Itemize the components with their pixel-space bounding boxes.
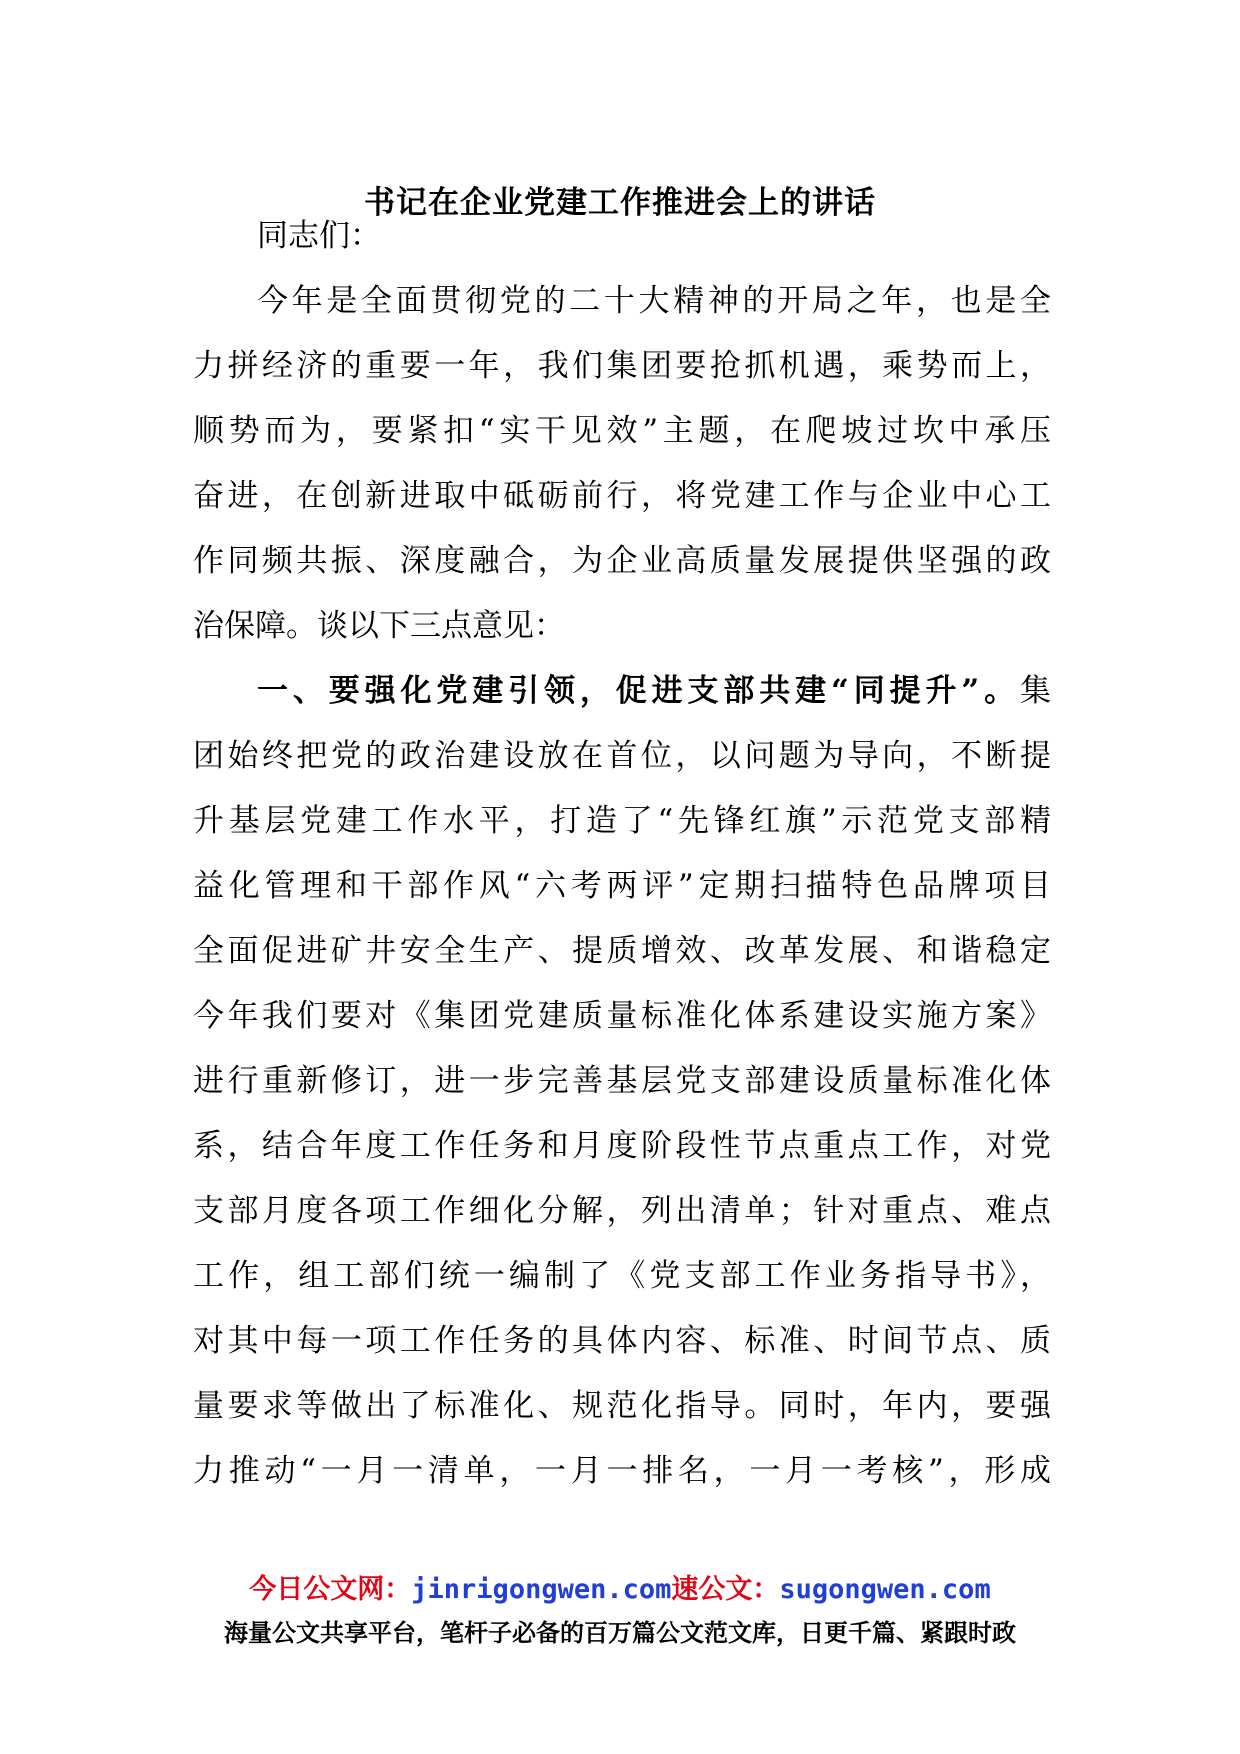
intro-line: 力拼经济的重要一年，我们集团要抢抓机遇，乘势而上， xyxy=(193,348,1051,384)
section-1-heading: 一、要强化党建引领，促进支部共建“同提升”。 xyxy=(257,673,1020,709)
section-1-line: 对其中每一项工作任务的具体内容、标准、时间节点、质 xyxy=(193,1323,1051,1359)
footer-site1-name: 今日公文网： xyxy=(249,1574,412,1605)
document-title: 书记在企业党建工作推进会上的讲话 xyxy=(364,185,876,221)
section-1-line: 系，结合年度工作任务和月度阶段性节点重点工作，对党 xyxy=(193,1128,1051,1164)
section-1-line: 力推动“一月一清单，一月一排名，一月一考核”，形成 xyxy=(193,1453,1051,1489)
section-1-first-line xyxy=(193,659,1051,724)
intro-line: 今年是全面贯彻党的二十大精神的开局之年，也是全 xyxy=(257,283,1051,319)
section-1-heading-tail: 集 xyxy=(1020,673,1051,709)
section-1-line: 团始终把党的政治建设放在首位，以问题为导向，不断提 xyxy=(193,738,1051,774)
footer-site2-url[interactable]: sugongwen.com xyxy=(779,1574,991,1605)
section-1-line: 今年我们要对《集团党建质量标准化体系建设实施方案》 xyxy=(193,998,1051,1034)
section-1-line: 工作，组工部们统一编制了《党支部工作业务指导书》， xyxy=(193,1258,1051,1294)
section-1-line: 量要求等做出了标准化、规范化指导。同时，年内，要强 xyxy=(193,1388,1051,1424)
section-1-line: 全面促进矿井安全生产、提质增效、改革发展、和谐稳定 xyxy=(193,933,1051,969)
section-1-line: 升基层党建工作水平，打造了“先锋红旗”示范党支部精 xyxy=(193,803,1051,839)
intro-line: 作同频共振、深度融合，为企业高质量发展提供坚强的政 xyxy=(193,543,1051,579)
section-1-line: 益化管理和干部作风“六考两评”定期扫描特色品牌项目 xyxy=(193,868,1051,904)
intro-line: 顺势而为，要紧扣“实干见效”主题，在爬坡过坎中承压 xyxy=(193,413,1051,449)
footer-site1-url[interactable]: jinrigongwen.com xyxy=(411,1574,672,1605)
footer-site-links xyxy=(0,1572,1240,1608)
section-1-line: 进行重新修订，进一步完善基层党支部建设质量标准化体 xyxy=(193,1063,1051,1099)
footer-slogan: 海量公文共享平台，笔杆子必备的百万篇公文范文库，日更千篇、紧跟时政 xyxy=(224,1619,1016,1647)
salutation: 同志们： xyxy=(257,218,381,254)
section-1-line: 支部月度各项工作细化分解，列出清单；针对重点、难点 xyxy=(193,1193,1051,1229)
footer-site2-name: 速公文： xyxy=(671,1574,780,1605)
intro-line: 奋进，在创新进取中砥砺前行，将党建工作与企业中心工 xyxy=(193,478,1051,514)
document-body xyxy=(193,204,1051,1504)
intro-line: 治保障。谈以下三点意见： xyxy=(193,608,565,644)
